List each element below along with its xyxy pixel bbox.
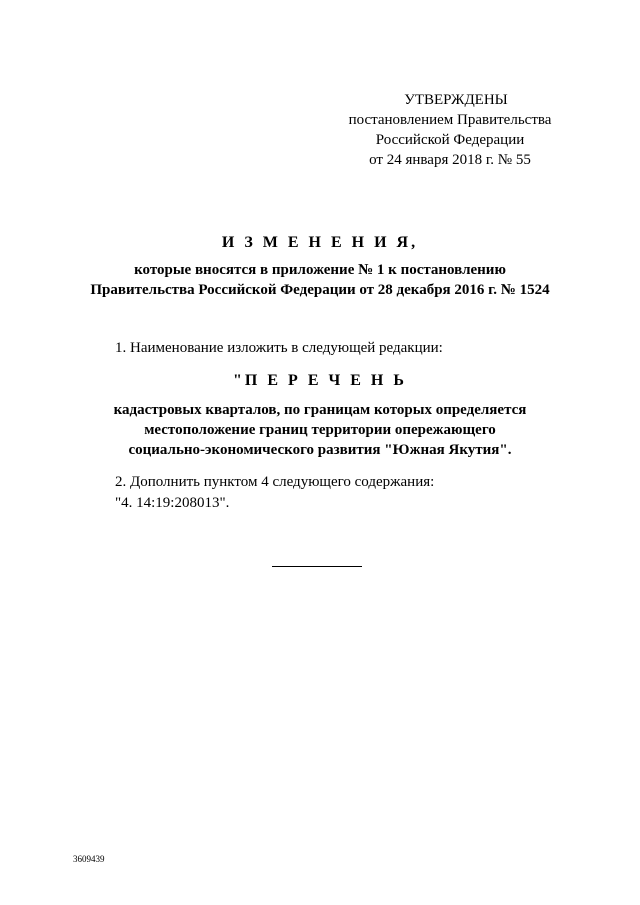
approval-block <box>330 90 570 170</box>
document-number: 3609439 <box>73 854 105 864</box>
approval-line-2: Российской Федерации <box>375 132 525 148</box>
list-subtitle-line-3: социально-экономического развития "Южная Якутия". <box>128 442 512 458</box>
changes-title: И З М Е Н Е Н И Я, <box>221 234 419 251</box>
item-2-text: 2. Дополнить пунктом 4 следующего содержания: <box>115 474 435 490</box>
item-2-value: "4. 14:19:208013". <box>115 495 230 511</box>
changes-subtitle-line-1: которые вносятся в приложение № 1 к постановлению <box>134 262 506 278</box>
end-separator <box>272 566 362 567</box>
list-subtitle-line-1: кадастровых кварталов, по границам которых определяется <box>113 402 527 418</box>
approval-line-1: постановлением Правительства <box>348 112 552 128</box>
approval-line-3: от 24 января 2018 г. № 55 <box>369 152 531 168</box>
item-1-text: 1. Наименование изложить в следующей редакции: <box>115 340 443 356</box>
list-subtitle-line-2: местоположение границ территории опережающего <box>144 422 496 438</box>
changes-subtitle <box>0 260 640 300</box>
approved-label: УТВЕРЖДЕНЫ <box>404 92 508 108</box>
list-title: "П Е Р Е Ч Е Н Ь <box>233 372 407 389</box>
changes-subtitle-line-2: Правительства Российской Федерации от 28 декабря 2016 г. № 1524 <box>90 282 550 298</box>
list-subtitle <box>0 400 640 460</box>
